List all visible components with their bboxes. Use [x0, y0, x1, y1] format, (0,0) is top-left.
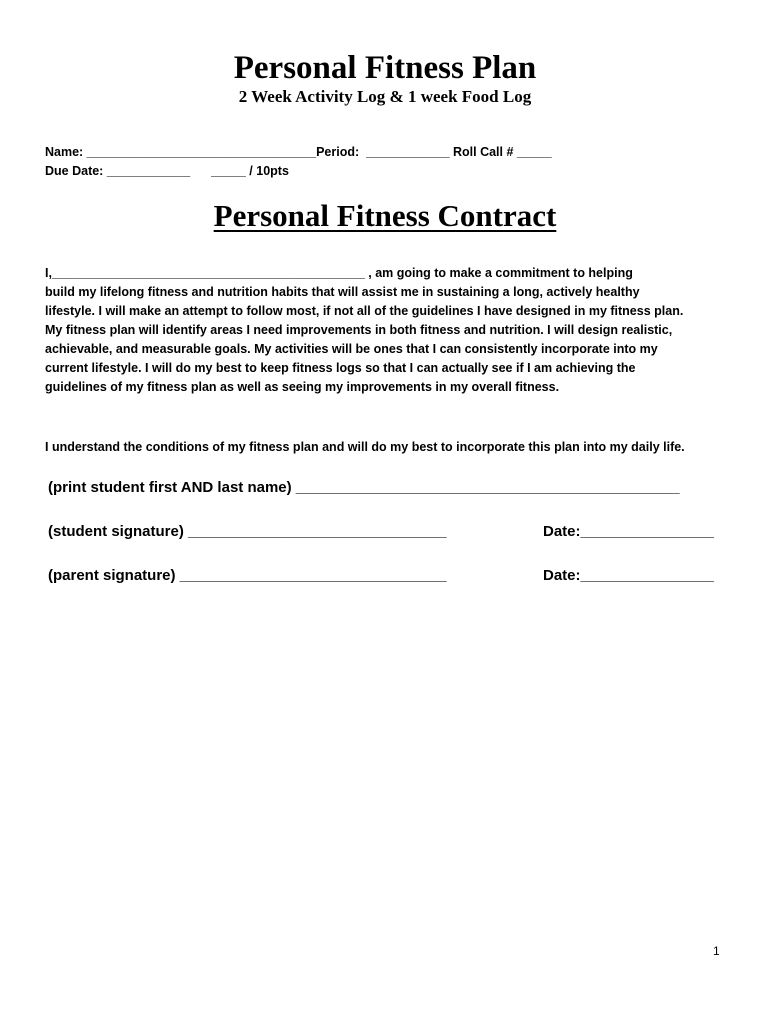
student-signature-field[interactable]: (student signature) _______________________________: [48, 523, 447, 540]
due-date-points-line[interactable]: Due Date: ____________ _____ / 10pts: [45, 164, 289, 178]
acknowledgement-statement: I understand the conditions of my fitness plan and will do my best to incorporate this plan into my daily life.: [45, 440, 685, 454]
contract-paragraph-line: lifestyle. I will make an attempt to follow most, if not all of the guidelines I have designed in my fitness plan.: [45, 304, 684, 318]
contract-paragraph: [45, 264, 735, 397]
print-name-field[interactable]: (print student first AND last name) ______________________________________________: [48, 479, 680, 496]
page-title: Personal Fitness Plan: [233, 50, 537, 86]
contract-paragraph-line[interactable]: I,_____________________________________________ , am going to make a commitment to helping: [45, 266, 633, 280]
student-date-field[interactable]: Date:________________: [543, 523, 714, 540]
contract-paragraph-line: My fitness plan will identify areas I need improvements in both fitness and nutrition. I will design realistic,: [45, 323, 673, 337]
contract-paragraph-line: current lifestyle. I will do my best to keep fitness logs so that I can actually see if I am achieving the: [45, 361, 636, 375]
page-number: 1: [713, 944, 720, 958]
contract-paragraph-line: achievable, and measurable goals. My activities will be ones that I can consistently incorporate into my: [45, 342, 658, 356]
contract-paragraph-line: guidelines of my fitness plan as well as seeing my improvements in my overall fitness.: [45, 380, 560, 394]
parent-date-field[interactable]: Date:________________: [543, 567, 714, 584]
page-subtitle: 2 Week Activity Log & 1 week Food Log: [238, 87, 532, 106]
name-period-rollcall-line[interactable]: Name: _________________________________Period: ____________ Roll Call # _____: [45, 145, 552, 159]
contract-heading-text: Personal Fitness Contract: [213, 198, 557, 233]
contract-heading: [0, 198, 770, 234]
contract-paragraph-line: build my lifelong fitness and nutrition habits that will assist me in sustaining a long, actively healthy: [45, 285, 640, 299]
parent-signature-field[interactable]: (parent signature) ________________________________: [48, 567, 447, 584]
